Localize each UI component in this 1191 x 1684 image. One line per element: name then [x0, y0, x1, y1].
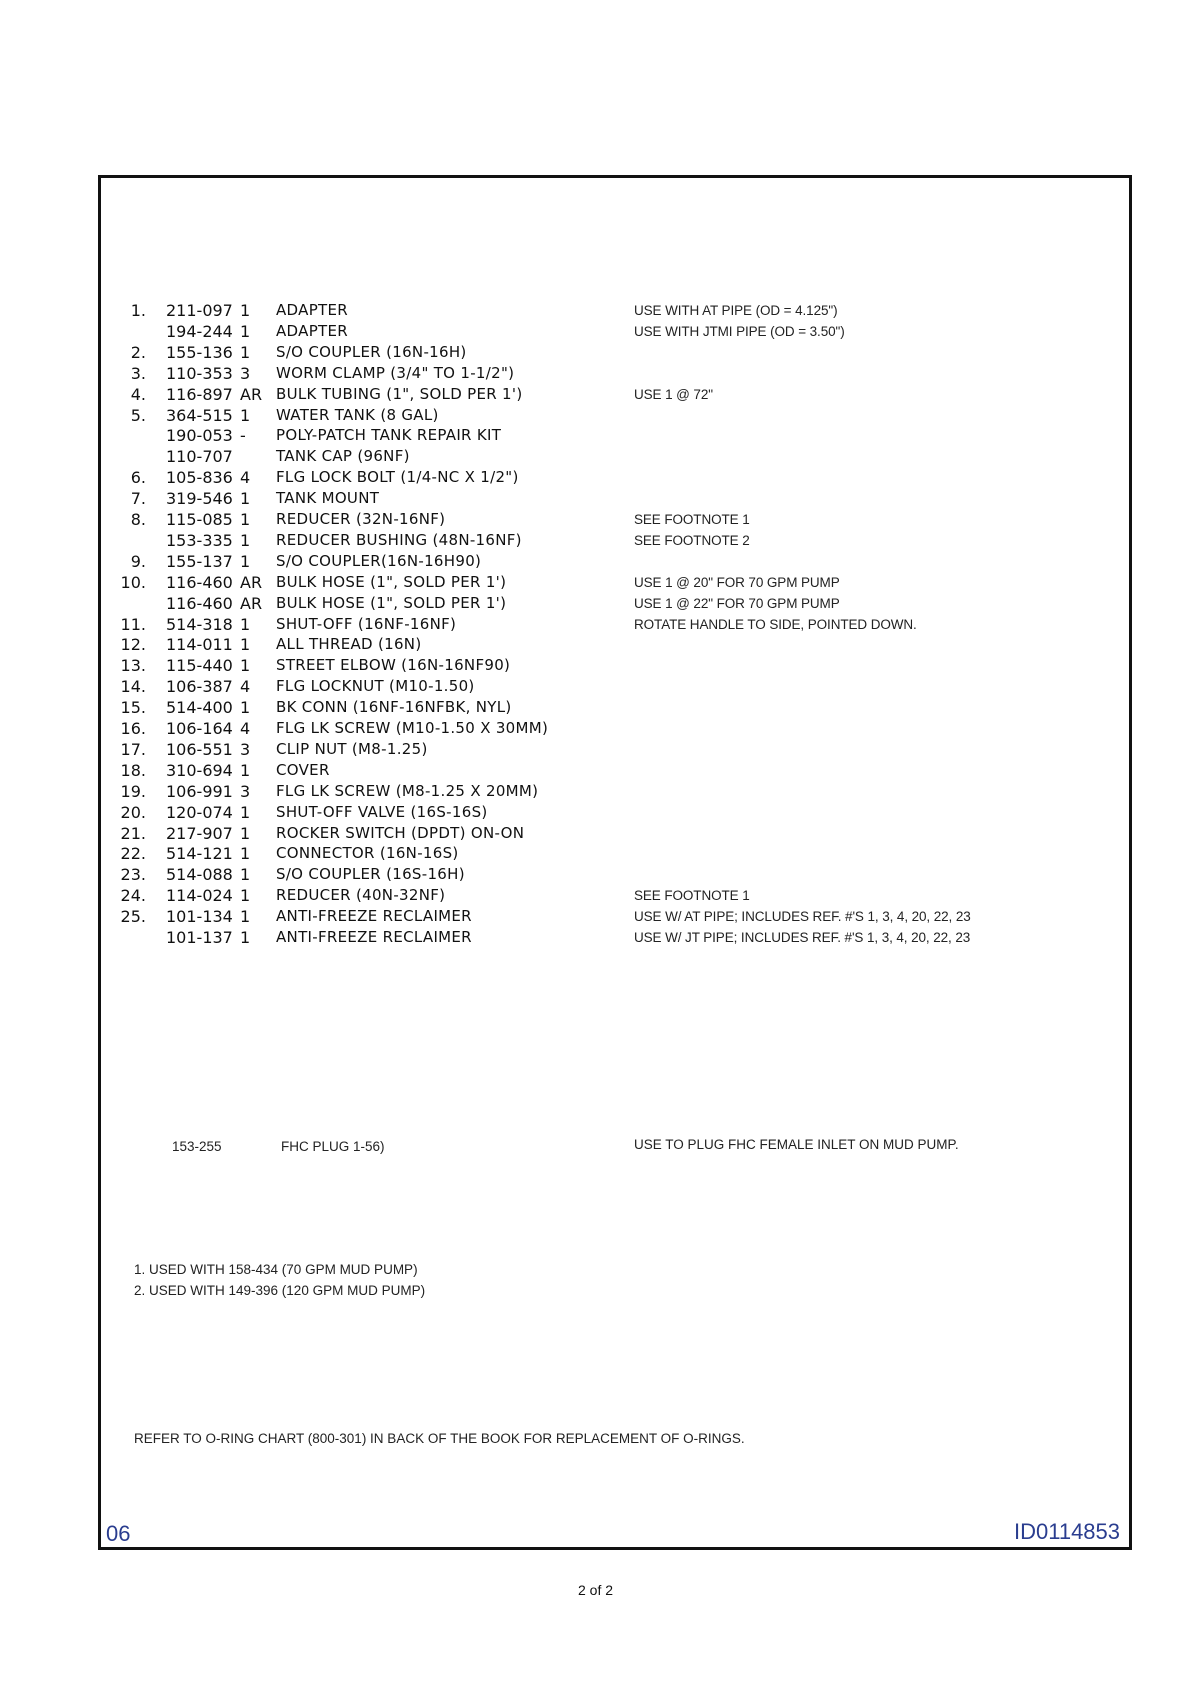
optional-part-note: USE TO PLUG FHC FEMALE INLET ON MUD PUMP. — [634, 1137, 959, 1152]
ref-number: 19. — [120, 782, 146, 801]
parts-row — [0, 781, 1191, 802]
part-number: 211-097 — [166, 301, 233, 320]
quantity: 1 — [240, 531, 251, 550]
ref-number: 6. — [130, 468, 146, 487]
quantity: 1 — [240, 635, 251, 654]
part-number: 116-460 — [166, 573, 233, 592]
part-description: REDUCER BUSHING (48N-16NF) — [276, 531, 522, 549]
part-description: ANTI-FREEZE RECLAIMER — [276, 928, 472, 946]
part-description: BULK HOSE (1", SOLD PER 1') — [276, 573, 507, 591]
part-number: 101-137 — [166, 928, 233, 947]
parts-row — [0, 634, 1191, 655]
parts-row — [0, 425, 1191, 446]
quantity: AR — [240, 573, 263, 592]
part-note: USE W/ AT PIPE; INCLUDES REF. #'S 1, 3, 4, 20, 22, 23 — [634, 909, 971, 924]
part-note: USE W/ JT PIPE; INCLUDES REF. #'S 1, 3, 4, 20, 22, 23 — [634, 930, 971, 945]
parts-row — [0, 760, 1191, 781]
part-number: 106-551 — [166, 740, 233, 759]
parts-row — [0, 488, 1191, 509]
part-number: 120-074 — [166, 803, 233, 822]
parts-row — [0, 572, 1191, 593]
part-number: 194-244 — [166, 322, 233, 341]
parts-row — [0, 551, 1191, 572]
optional-part-description: FHC PLUG 1-56) — [281, 1139, 385, 1154]
parts-row — [0, 509, 1191, 530]
part-description: POLY-PATCH TANK REPAIR KIT — [276, 426, 502, 444]
optional-part-number: 153-255 — [172, 1139, 222, 1154]
quantity: 1 — [240, 803, 251, 822]
parts-row — [0, 864, 1191, 885]
parts-row — [0, 718, 1191, 739]
quantity: 1 — [240, 489, 251, 508]
quantity: 4 — [240, 468, 251, 487]
parts-row — [0, 655, 1191, 676]
part-note: SEE FOOTNOTE 2 — [634, 533, 750, 548]
parts-row — [0, 593, 1191, 614]
parts-row — [0, 927, 1191, 948]
ref-number: 11. — [120, 615, 146, 634]
part-number: 110-353 — [166, 364, 233, 383]
part-number: 106-991 — [166, 782, 233, 801]
part-number: 105-836 — [166, 468, 233, 487]
part-description: S/O COUPLER (16S-16H) — [276, 865, 465, 883]
part-description: CLIP NUT (M8-1.25) — [276, 740, 428, 758]
parts-row — [0, 405, 1191, 426]
part-number: 114-011 — [166, 635, 233, 654]
part-description: BULK HOSE (1", SOLD PER 1') — [276, 594, 507, 612]
part-number: 514-400 — [166, 698, 233, 717]
part-description: BK CONN (16NF-16NFBK, NYL) — [276, 698, 512, 716]
ref-number: 1. — [130, 301, 146, 320]
ref-number: 7. — [130, 489, 146, 508]
ref-number: 2. — [130, 343, 146, 362]
part-description: ROCKER SWITCH (DPDT) ON-ON — [276, 824, 525, 842]
quantity: 1 — [240, 824, 251, 843]
parts-row — [0, 802, 1191, 823]
part-number: 364-515 — [166, 406, 233, 425]
part-description: BULK TUBING (1", SOLD PER 1') — [276, 385, 523, 403]
part-description: SHUT-OFF (16NF-16NF) — [276, 615, 457, 633]
part-description: SHUT-OFF VALVE (16S-16S) — [276, 803, 488, 821]
part-number: 106-387 — [166, 677, 233, 696]
part-number: 116-897 — [166, 385, 233, 404]
quantity: 1 — [240, 761, 251, 780]
part-note: USE WITH AT PIPE (OD = 4.125") — [634, 303, 838, 318]
ref-number: 18. — [120, 761, 146, 780]
part-description: REDUCER (40N-32NF) — [276, 886, 446, 904]
ref-number: 17. — [120, 740, 146, 759]
quantity: 1 — [240, 907, 251, 926]
part-number: 319-546 — [166, 489, 233, 508]
parts-row — [0, 363, 1191, 384]
quantity: 1 — [240, 615, 251, 634]
part-number: 514-318 — [166, 615, 233, 634]
part-number: 155-137 — [166, 552, 233, 571]
part-number: 101-134 — [166, 907, 233, 926]
part-number: 115-085 — [166, 510, 233, 529]
part-description: ALL THREAD (16N) — [276, 635, 422, 653]
ref-number: 16. — [120, 719, 146, 738]
part-description: S/O COUPLER (16N-16H) — [276, 343, 467, 361]
ref-number: 20. — [120, 803, 146, 822]
part-description: COVER — [276, 761, 330, 779]
parts-row — [0, 843, 1191, 864]
part-description: TANK CAP (96NF) — [276, 447, 410, 465]
quantity: 4 — [240, 677, 251, 696]
part-description: STREET ELBOW (16N-16NF90) — [276, 656, 511, 674]
parts-row — [0, 676, 1191, 697]
part-description: ANTI-FREEZE RECLAIMER — [276, 907, 472, 925]
quantity: 4 — [240, 719, 251, 738]
parts-row — [0, 614, 1191, 635]
quantity: 1 — [240, 656, 251, 675]
quantity: 1 — [240, 928, 251, 947]
quantity: 1 — [240, 510, 251, 529]
quantity: 3 — [240, 782, 251, 801]
parts-row — [0, 530, 1191, 551]
part-description: FLG LOCK BOLT (1/4-NC X 1/2") — [276, 468, 519, 486]
part-note: USE 1 @ 72" — [634, 387, 713, 402]
ref-number: 3. — [130, 364, 146, 383]
ref-number: 22. — [120, 844, 146, 863]
quantity: 1 — [240, 865, 251, 884]
parts-row — [0, 739, 1191, 760]
part-description: CONNECTOR (16N-16S) — [276, 844, 459, 862]
ref-number: 5. — [130, 406, 146, 425]
part-description: FLG LOCKNUT (M10-1.50) — [276, 677, 475, 695]
page-number: 2 of 2 — [577, 1582, 614, 1598]
part-number: 514-121 — [166, 844, 233, 863]
part-number: 155-136 — [166, 343, 233, 362]
ref-number: 25. — [120, 907, 146, 926]
ref-number: 9. — [130, 552, 146, 571]
footnote-2: 2. USED WITH 149-396 (120 GPM MUD PUMP) — [134, 1283, 426, 1298]
part-description: FLG LK SCREW (M10-1.50 X 30MM) — [276, 719, 549, 737]
quantity: 1 — [240, 698, 251, 717]
drawing-id: ID0114853 — [1014, 1519, 1121, 1544]
quantity: AR — [240, 385, 263, 404]
ref-number: 24. — [120, 886, 146, 905]
ref-number: 15. — [120, 698, 146, 717]
part-note: USE 1 @ 20" FOR 70 GPM PUMP — [634, 575, 840, 590]
part-note: ROTATE HANDLE TO SIDE, POINTED DOWN. — [634, 617, 917, 632]
quantity: 1 — [240, 301, 251, 320]
parts-row — [0, 342, 1191, 363]
ref-number: 10. — [120, 573, 146, 592]
part-number: 106-164 — [166, 719, 233, 738]
part-number: 110-707 — [166, 447, 233, 466]
part-description: FLG LK SCREW (M8-1.25 X 20MM) — [276, 782, 539, 800]
ref-number: 13. — [120, 656, 146, 675]
parts-row — [0, 823, 1191, 844]
ref-number: 23. — [120, 865, 146, 884]
quantity: 1 — [240, 886, 251, 905]
quantity: 1 — [240, 844, 251, 863]
part-note: USE WITH JTMI PIPE (OD = 3.50") — [634, 324, 845, 339]
parts-row — [0, 300, 1191, 321]
ref-number: 8. — [130, 510, 146, 529]
quantity: 1 — [240, 406, 251, 425]
footnote-1: 1. USED WITH 158-434 (70 GPM MUD PUMP) — [134, 1262, 418, 1277]
drawing-revision: 06 — [106, 1521, 131, 1546]
part-description: S/O COUPLER(16N-16H90) — [276, 552, 482, 570]
parts-row — [0, 384, 1191, 405]
part-note: SEE FOOTNOTE 1 — [634, 888, 750, 903]
quantity: 1 — [240, 552, 251, 571]
part-description: WORM CLAMP (3/4" TO 1-1/2") — [276, 364, 515, 382]
part-number: 114-024 — [166, 886, 233, 905]
part-number: 116-460 — [166, 594, 233, 613]
part-number: 310-694 — [166, 761, 233, 780]
parts-row — [0, 906, 1191, 927]
ref-number: 21. — [120, 824, 146, 843]
ref-number: 12. — [120, 635, 146, 654]
parts-row — [0, 885, 1191, 906]
part-note: SEE FOOTNOTE 1 — [634, 512, 750, 527]
part-number: 115-440 — [166, 656, 233, 675]
part-number: 514-088 — [166, 865, 233, 884]
quantity: AR — [240, 594, 263, 613]
quantity: - — [240, 426, 246, 445]
part-description: ADAPTER — [276, 301, 349, 319]
part-number: 153-335 — [166, 531, 233, 550]
part-number: 190-053 — [166, 426, 233, 445]
part-description: WATER TANK (8 GAL) — [276, 406, 439, 424]
parts-row — [0, 446, 1191, 467]
quantity: 1 — [240, 343, 251, 362]
part-number: 217-907 — [166, 824, 233, 843]
quantity: 3 — [240, 740, 251, 759]
quantity: 1 — [240, 322, 251, 341]
quantity: 3 — [240, 364, 251, 383]
oring-chart-note: REFER TO O-RING CHART (800-301) IN BACK OF THE BOOK FOR REPLACEMENT OF O-RINGS. — [134, 1431, 745, 1446]
parts-row — [0, 321, 1191, 342]
ref-number: 4. — [130, 385, 146, 404]
part-description: ADAPTER — [276, 322, 349, 340]
part-description: REDUCER (32N-16NF) — [276, 510, 446, 528]
part-note: USE 1 @ 22" FOR 70 GPM PUMP — [634, 596, 840, 611]
part-description: TANK MOUNT — [276, 489, 380, 507]
ref-number: 14. — [120, 677, 146, 696]
parts-row — [0, 467, 1191, 488]
parts-row — [0, 697, 1191, 718]
